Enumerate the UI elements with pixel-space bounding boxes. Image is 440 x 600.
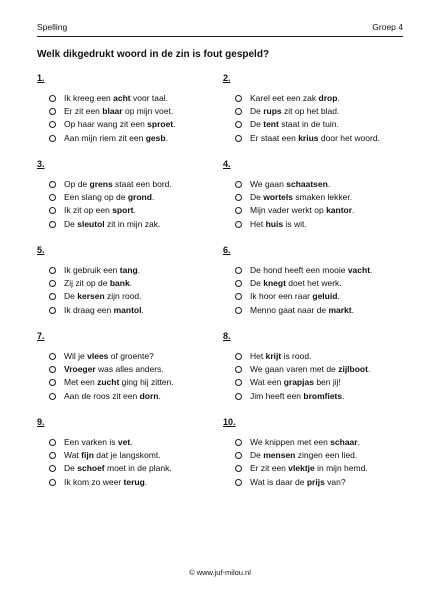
bold-word: dorn <box>139 390 159 401</box>
radio-circle-icon[interactable] <box>235 379 242 386</box>
bold-word: tang <box>119 265 138 275</box>
option-text-before: De <box>250 278 264 289</box>
option-text-before: Jim heeft een <box>250 390 304 401</box>
answer-option[interactable] <box>223 118 408 131</box>
answer-option[interactable] <box>223 436 408 449</box>
radio-circle-icon[interactable] <box>49 293 56 300</box>
radio-circle-icon[interactable] <box>235 267 242 274</box>
bold-word: acht <box>113 93 131 103</box>
option-text-before: Wat is daar de <box>250 476 307 487</box>
option-text-after: zijn rood. <box>104 291 142 302</box>
answer-option[interactable] <box>37 218 222 231</box>
option-text-after: . <box>351 304 354 315</box>
option-text <box>250 304 354 317</box>
option-text-before: Menno gaat naar de <box>250 304 329 315</box>
bold-word: kersen <box>77 291 105 302</box>
answer-option[interactable] <box>37 436 222 449</box>
question-block <box>37 73 222 145</box>
bold-word: blaar <box>102 106 123 117</box>
option-text <box>64 436 133 449</box>
option-text <box>250 132 380 145</box>
bold-word: fijn <box>81 450 94 461</box>
answer-option[interactable] <box>37 92 222 105</box>
radio-circle-icon[interactable] <box>49 479 56 486</box>
radio-circle-icon[interactable] <box>49 366 56 373</box>
option-text <box>250 191 352 204</box>
option-text-after: door het woord. <box>318 132 380 143</box>
option-text <box>64 264 140 277</box>
option-text-before: De <box>250 450 264 461</box>
question-number: 8. <box>223 331 231 341</box>
question-block <box>37 159 222 231</box>
option-text-before: De <box>64 218 78 229</box>
answer-option[interactable] <box>37 350 222 363</box>
option-text-before: Wat <box>64 450 82 461</box>
option-text-before: Wil je <box>64 351 88 361</box>
option-text-before: De hond heeft een mooie <box>250 265 348 275</box>
option-text-before: Op haar wang zit een <box>64 119 148 130</box>
option-text-before: Aan mijn riem zit een <box>64 132 146 143</box>
bold-word: huis <box>265 218 284 229</box>
option-text <box>64 132 168 145</box>
option-text-after: . <box>165 132 168 143</box>
question-number: 5. <box>37 245 45 255</box>
bold-word: terug <box>123 476 145 487</box>
radio-circle-icon[interactable] <box>235 353 242 360</box>
option-text-before: Er staat een <box>250 132 299 143</box>
question-number: 1. <box>37 73 45 83</box>
answer-option[interactable] <box>223 462 408 475</box>
radio-circle-icon[interactable] <box>49 95 56 102</box>
option-text-before: We knippen met een <box>250 437 331 447</box>
answer-option[interactable] <box>223 218 408 231</box>
page-header <box>37 22 403 36</box>
option-text-before: Met een <box>64 377 98 388</box>
answer-option[interactable] <box>37 390 222 403</box>
question-block <box>37 245 222 317</box>
answer-option[interactable] <box>223 476 408 489</box>
answer-option[interactable] <box>223 204 408 217</box>
option-text <box>64 462 172 475</box>
bold-word: mantol <box>113 304 142 315</box>
bold-word: krius <box>298 132 319 143</box>
option-text-after: in mijn hemd. <box>314 463 368 474</box>
option-text <box>64 449 161 462</box>
bold-word: bank <box>109 278 130 289</box>
bold-word: vlektje <box>288 463 315 474</box>
option-text-before: We gaan <box>250 179 287 189</box>
bold-word: gesb <box>145 132 166 143</box>
option-text-after: van? <box>324 476 346 487</box>
bold-word: vlees <box>87 351 109 361</box>
answer-option[interactable] <box>37 304 222 317</box>
answer-option[interactable] <box>37 462 222 475</box>
answer-option[interactable] <box>223 105 408 118</box>
option-text-after: . <box>137 265 141 275</box>
bold-word: rups <box>263 106 282 117</box>
answer-option[interactable] <box>223 350 408 363</box>
bold-word: vacht <box>347 265 371 275</box>
option-text-after: op mijn voet. <box>122 106 174 117</box>
option-text <box>64 178 172 191</box>
radio-circle-icon[interactable] <box>235 280 242 287</box>
option-text-after: zit op het blad. <box>281 106 340 117</box>
question-number: 2. <box>223 73 231 83</box>
option-text-after: . <box>144 476 148 487</box>
option-text-before: We gaan varen met de <box>250 364 339 375</box>
question-block <box>223 245 408 317</box>
question-block <box>37 417 222 489</box>
bold-word: krijt <box>265 351 282 361</box>
option-text <box>64 105 173 118</box>
answer-option[interactable] <box>37 476 222 489</box>
option-text <box>250 92 340 105</box>
radio-circle-icon[interactable] <box>235 121 242 128</box>
bold-word: wortels <box>263 192 293 203</box>
option-text <box>250 363 370 376</box>
radio-circle-icon[interactable] <box>235 452 242 459</box>
bold-word: sproet <box>147 119 174 130</box>
option-text-after: . <box>130 437 133 447</box>
bold-word: vet <box>117 437 131 447</box>
option-text-after: . <box>129 278 133 289</box>
option-text <box>64 350 154 363</box>
option-text-after: of groente? <box>108 351 154 361</box>
bold-word: tent <box>263 119 279 130</box>
worksheet-title: Welk dikgedrukt woord in de zin is fout gespeld? <box>37 49 270 60</box>
question-block <box>223 159 408 231</box>
option-text-before: De <box>64 291 78 302</box>
option-text <box>64 290 142 303</box>
answer-option[interactable] <box>37 264 222 277</box>
answer-option[interactable] <box>223 264 408 277</box>
bold-word: bromfiets <box>303 390 343 401</box>
option-text-after: is rood. <box>281 351 312 361</box>
option-text <box>250 390 345 403</box>
radio-circle-icon[interactable] <box>235 307 242 314</box>
radio-circle-icon[interactable] <box>235 479 242 486</box>
answer-option[interactable] <box>37 178 222 191</box>
option-text-before: Aan de roos zit een <box>64 390 140 401</box>
answer-option[interactable] <box>223 277 408 290</box>
radio-circle-icon[interactable] <box>49 221 56 228</box>
question-number: 6. <box>223 245 231 255</box>
radio-circle-icon[interactable] <box>235 207 242 214</box>
option-text-before: Ik kreeg een <box>64 93 114 103</box>
option-text-before: De <box>250 106 264 117</box>
option-text <box>250 376 341 389</box>
option-text <box>250 118 339 131</box>
radio-circle-icon[interactable] <box>49 393 56 400</box>
option-text-after: is wit. <box>283 218 307 229</box>
option-text <box>250 277 342 290</box>
answer-option[interactable] <box>223 92 408 105</box>
option-text-before: Ik gebruik een <box>64 265 120 275</box>
question-number: 3. <box>37 159 45 169</box>
radio-circle-icon[interactable] <box>235 181 242 188</box>
bold-word: schaar <box>330 437 358 447</box>
answer-option[interactable] <box>37 118 222 131</box>
answer-option[interactable] <box>37 132 222 145</box>
option-text <box>250 290 340 303</box>
answer-option[interactable] <box>37 277 222 290</box>
radio-circle-icon[interactable] <box>49 439 56 446</box>
option-text-after: voor taal. <box>130 93 168 103</box>
radio-circle-icon[interactable] <box>49 379 56 386</box>
option-text <box>64 476 147 489</box>
option-text-before: Een varken is <box>64 437 118 447</box>
option-text-after: was alles anders. <box>95 364 164 375</box>
answer-option[interactable] <box>223 290 408 303</box>
option-text <box>64 218 160 231</box>
option-text-after: . <box>173 119 176 130</box>
bold-word: zijlboot <box>338 364 368 375</box>
answer-option[interactable] <box>37 290 222 303</box>
answer-option[interactable] <box>223 178 408 191</box>
radio-circle-icon[interactable] <box>49 207 56 214</box>
option-text <box>250 204 354 217</box>
answer-option[interactable] <box>37 376 222 389</box>
option-text <box>64 390 161 403</box>
answer-option[interactable] <box>223 132 408 145</box>
option-text <box>250 350 311 363</box>
option-text-after: doet het werk. <box>285 278 342 289</box>
footer-credit: © www.juf-milou.nl <box>189 568 251 577</box>
option-text-after: dat je langskomt. <box>93 450 161 461</box>
answer-option[interactable] <box>223 363 408 376</box>
bold-word: geluid <box>312 291 338 302</box>
option-text-after: staat in de tuin. <box>278 119 339 130</box>
option-text <box>64 376 174 389</box>
option-text-before: De <box>64 463 78 474</box>
question-block <box>223 417 408 489</box>
option-text-before: Er zit een <box>64 106 103 117</box>
option-text-before: Ik hoor een raar <box>250 291 313 302</box>
header-divider <box>37 36 403 37</box>
option-text-before: Het <box>250 351 266 361</box>
answer-option[interactable] <box>223 191 408 204</box>
option-text <box>250 462 368 475</box>
option-text-before: Zij zit op de <box>64 278 110 289</box>
option-text-after: ben jij! <box>313 377 341 388</box>
option-text-after: ging hij zitten. <box>119 377 174 388</box>
bold-word: Vroeger <box>64 364 96 375</box>
option-text-after: . <box>337 93 340 103</box>
bold-word: kantor <box>326 205 353 216</box>
radio-circle-icon[interactable] <box>235 293 242 300</box>
option-text-before: De <box>250 192 264 203</box>
radio-circle-icon[interactable] <box>49 181 56 188</box>
option-text-after: . <box>352 205 355 216</box>
option-text-after: . <box>151 192 155 203</box>
option-text <box>250 436 360 449</box>
option-text-after: . <box>133 205 136 216</box>
radio-circle-icon[interactable] <box>49 135 56 142</box>
answer-option[interactable] <box>37 449 222 462</box>
bold-word: knegt <box>263 278 286 289</box>
option-text-after: . <box>342 390 345 401</box>
option-text-before: Een slang op de <box>64 192 128 203</box>
radio-circle-icon[interactable] <box>235 439 242 446</box>
radio-circle-icon[interactable] <box>235 95 242 102</box>
option-text-after: zit in mijn zak. <box>104 218 161 229</box>
radio-circle-icon[interactable] <box>49 280 56 287</box>
answer-option[interactable] <box>37 105 222 118</box>
radio-circle-icon[interactable] <box>49 267 56 274</box>
option-text-before: Wat een <box>250 377 284 388</box>
bold-word: zucht <box>97 377 120 388</box>
option-text-after: . <box>357 437 360 447</box>
bold-word: schoef <box>77 463 105 474</box>
answer-option[interactable] <box>223 449 408 462</box>
option-text-before: Karel eet een zak <box>250 93 319 103</box>
answer-option[interactable] <box>223 376 408 389</box>
radio-circle-icon[interactable] <box>49 121 56 128</box>
question-block <box>37 331 222 403</box>
radio-circle-icon[interactable] <box>49 194 56 201</box>
question-number: 10. <box>223 417 236 427</box>
bold-word: grond <box>127 192 152 203</box>
bold-word: schaatsen <box>286 179 328 189</box>
subject-label: Spelling <box>37 22 68 32</box>
option-text-after: zingen een lied. <box>295 450 358 461</box>
radio-circle-icon[interactable] <box>49 353 56 360</box>
option-text <box>250 264 372 277</box>
question-number: 7. <box>37 331 45 341</box>
option-text <box>250 476 346 489</box>
radio-circle-icon[interactable] <box>49 108 56 115</box>
bold-word: mensen <box>263 450 296 461</box>
option-text <box>64 277 132 290</box>
option-text <box>250 105 339 118</box>
option-text-before: Het <box>250 218 266 229</box>
radio-circle-icon[interactable] <box>49 452 56 459</box>
radio-circle-icon[interactable] <box>235 135 242 142</box>
option-text-after: staat een bord. <box>112 179 172 189</box>
bold-word: sleutol <box>77 218 105 229</box>
option-text <box>64 118 176 131</box>
bold-word: drop <box>318 93 338 103</box>
answer-option[interactable] <box>223 390 408 403</box>
option-text-after: . <box>367 364 371 375</box>
option-text-before: De <box>250 119 264 130</box>
bold-word: markt <box>328 304 352 315</box>
radio-circle-icon[interactable] <box>235 108 242 115</box>
option-text <box>64 191 154 204</box>
option-text-before: Ik kom zo weer <box>64 476 124 487</box>
radio-circle-icon[interactable] <box>235 194 242 201</box>
answer-option[interactable] <box>37 191 222 204</box>
option-text <box>250 449 357 462</box>
option-text-after: . <box>337 291 340 302</box>
option-text-before: Op de <box>64 179 90 189</box>
option-text-after: . <box>141 304 144 315</box>
bold-word: sport <box>112 205 134 216</box>
question-number: 4. <box>223 159 231 169</box>
answer-option[interactable] <box>37 204 222 217</box>
answer-option[interactable] <box>223 304 408 317</box>
option-text-after: moet in de plank. <box>104 463 172 474</box>
bold-word: grapjas <box>283 377 314 388</box>
question-number: 9. <box>37 417 45 427</box>
option-text-before: Er zit een <box>250 463 289 474</box>
option-text <box>64 363 164 376</box>
option-text <box>250 218 307 231</box>
radio-circle-icon[interactable] <box>235 221 242 228</box>
option-text-after: . <box>370 265 373 275</box>
answer-option[interactable] <box>37 363 222 376</box>
radio-circle-icon[interactable] <box>49 307 56 314</box>
question-block <box>223 73 408 145</box>
radio-circle-icon[interactable] <box>49 465 56 472</box>
option-text <box>64 304 144 317</box>
option-text-before: Ik zit op een <box>64 205 113 216</box>
question-block <box>223 331 408 403</box>
option-text-before: Mijn vader werkt op <box>250 205 327 216</box>
option-text-after: . <box>327 179 331 189</box>
radio-circle-icon[interactable] <box>235 393 242 400</box>
option-text <box>64 204 136 217</box>
bold-word: grens <box>89 179 113 189</box>
group-label: Groep 4 <box>372 22 403 32</box>
radio-circle-icon[interactable] <box>235 366 242 373</box>
option-text-after: smaken lekker. <box>293 192 353 203</box>
option-text <box>250 178 330 191</box>
bold-word: prijs <box>306 476 325 487</box>
option-text-after: . <box>158 390 161 401</box>
radio-circle-icon[interactable] <box>235 465 242 472</box>
option-text <box>64 92 168 105</box>
option-text-before: Ik draag een <box>64 304 114 315</box>
